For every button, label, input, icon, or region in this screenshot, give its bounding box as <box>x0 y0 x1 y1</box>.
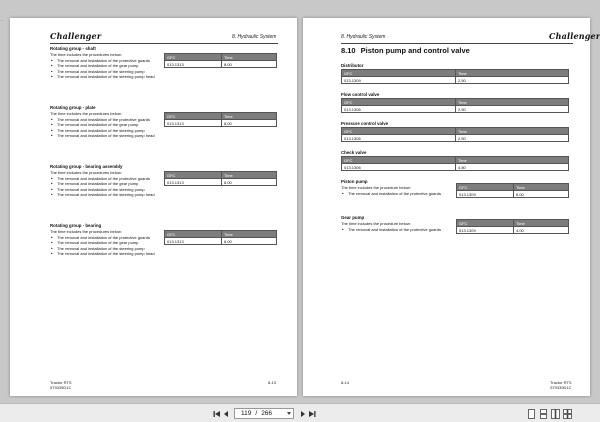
time-cell: 2.50 <box>456 77 569 84</box>
procedure-list <box>50 176 158 198</box>
list-item: • The removal and installation of the steering pump head <box>50 74 158 80</box>
total-pages: 266 <box>261 410 273 417</box>
section-title <box>341 46 575 55</box>
gfc-header: GFC <box>165 231 222 238</box>
gfc-time-table <box>456 219 569 234</box>
time-header: Time <box>456 99 569 106</box>
procedure-block <box>341 121 575 142</box>
block-description: The time includes the procedures below: <box>50 111 122 116</box>
chapter-header: 8. Hydraulic System <box>232 34 277 40</box>
block-title: Piston pump <box>341 179 368 184</box>
procedure-block <box>341 92 575 113</box>
list-item: • The removal and installation of the gear pump <box>50 240 158 246</box>
procedure-block <box>50 46 280 105</box>
gfc-cell: 013.1306 <box>342 164 456 171</box>
footer-page-number: 8-14 <box>341 380 350 385</box>
challenger-logo: Challenger <box>50 31 102 41</box>
block-title: Rotating group - shaft <box>50 46 96 51</box>
procedure-block <box>50 223 280 282</box>
side-mark: - <box>1 18 3 24</box>
time-header: Time <box>222 172 277 179</box>
time-cell: 2.50 <box>456 135 569 142</box>
block-description: The time includes the procedure below: <box>341 185 411 190</box>
two-page-continuous-icon[interactable] <box>563 408 572 419</box>
time-header: Time <box>222 113 277 120</box>
list-item: • The removal and installation of the steering pump head <box>50 133 158 139</box>
footer-model: Tractor RTS <box>50 380 72 385</box>
time-header: Time <box>456 70 569 77</box>
procedure-list <box>50 235 158 257</box>
procedure-block <box>341 179 575 215</box>
gfc-cell: 013.1313 <box>165 120 222 127</box>
footer-model: Tractor RTS <box>550 380 572 385</box>
block-title: Pressure control valve <box>341 121 389 126</box>
time-cell: 8.00 <box>222 61 277 68</box>
gfc-header: GFC <box>165 172 222 179</box>
first-page-icon[interactable] <box>212 408 221 419</box>
viewer-toolbar <box>0 403 600 422</box>
chevron-down-icon[interactable] <box>287 412 291 415</box>
section-number: 8.10 <box>341 46 356 55</box>
gfc-cell: 013.1313 <box>165 61 222 68</box>
procedure-list <box>341 227 449 233</box>
footer-document-info <box>50 380 72 390</box>
gfc-time-table <box>164 53 277 68</box>
list-item: • The removal and installation of the steering pump head <box>50 251 158 257</box>
gfc-cell: 013.1313 <box>165 238 222 245</box>
list-item: • The removal and installation of the protective guards <box>341 191 449 197</box>
list-item: • The removal and installation of the gear pump <box>50 63 158 69</box>
block-title: Rotating group - bearing assembly <box>50 164 123 169</box>
list-item: • The removal and installation of the steering pump head <box>50 192 158 198</box>
footer-doc-code: 579339D1C <box>550 385 572 390</box>
list-item: • The removal and installation of the protective guards <box>50 58 158 64</box>
block-title: Gear pump <box>341 215 365 220</box>
current-page: 119 <box>241 410 252 417</box>
gfc-cell: 013.1309 <box>457 227 514 234</box>
page-navigation <box>212 407 316 420</box>
procedure-list <box>50 58 158 80</box>
gfc-cell: 013.1309 <box>457 191 514 198</box>
gfc-header: GFC <box>342 157 456 164</box>
time-cell: 4.00 <box>514 227 569 234</box>
procedure-block <box>50 105 280 164</box>
list-item: • The removal and installation of the steering pump <box>50 187 158 193</box>
time-cell: 2.50 <box>456 106 569 113</box>
left-page-content <box>50 46 280 282</box>
gfc-cell: 013.1309 <box>342 77 456 84</box>
time-cell: 4.80 <box>456 164 569 171</box>
list-item: • The removal and installation of the protective guards <box>50 176 158 182</box>
page-separator: / <box>255 410 258 417</box>
gfc-time-table <box>164 230 277 245</box>
list-item: • The removal and installation of the protective guards <box>341 227 449 233</box>
left-page <box>10 18 297 396</box>
gfc-cell: 013.1306 <box>342 135 456 142</box>
footer-document-info <box>550 380 572 390</box>
time-cell: 8.00 <box>222 120 277 127</box>
list-item: • The removal and installation of the protective guards <box>50 235 158 241</box>
single-page-icon[interactable] <box>527 408 536 419</box>
list-item: • The removal and installation of the gear pump <box>50 122 158 128</box>
block-title: Rotating group - plate <box>50 105 96 110</box>
block-description: The time includes the procedures below: <box>50 52 122 57</box>
time-header: Time <box>456 157 569 164</box>
chapter-header: 8. Hydraulic System <box>341 34 386 40</box>
footer-page-number: 8-13 <box>268 380 277 385</box>
time-cell: 8.00 <box>222 238 277 245</box>
block-title: Flow control valve <box>341 92 380 97</box>
time-cell: 8.00 <box>222 179 277 186</box>
block-title: Rotating group - bearing <box>50 223 102 228</box>
time-header: Time <box>514 220 569 227</box>
time-header: Time <box>456 128 569 135</box>
section-name: Piston pump and control valve <box>360 46 470 55</box>
right-page <box>303 18 600 396</box>
prev-page-icon[interactable] <box>221 408 230 419</box>
gfc-header: GFC <box>342 70 456 77</box>
gfc-time-table <box>164 171 277 186</box>
gfc-header: GFC <box>457 220 514 227</box>
time-header: Time <box>514 184 569 191</box>
list-item: • The removal and installation of the steering pump <box>50 246 158 252</box>
list-item: • The removal and installation of the steering pump <box>50 69 158 75</box>
next-page-icon[interactable] <box>298 408 307 419</box>
gfc-time-table <box>164 112 277 127</box>
gfc-time-table <box>341 98 569 113</box>
block-title: Check valve <box>341 150 367 155</box>
gfc-time-table <box>341 69 569 84</box>
footer-doc-code: 579339D1C <box>50 385 72 390</box>
header-rule <box>50 43 278 44</box>
gfc-header: GFC <box>342 128 456 135</box>
gfc-time-table <box>341 156 569 171</box>
time-header: Time <box>222 231 277 238</box>
procedure-block <box>50 164 280 223</box>
time-header: Time <box>222 54 277 61</box>
procedure-block <box>341 150 575 171</box>
procedure-list <box>341 191 449 197</box>
gfc-time-table <box>341 127 569 142</box>
two-page-icon[interactable] <box>551 408 560 419</box>
gfc-header: GFC <box>165 54 222 61</box>
block-description: The time includes the procedures below: <box>50 229 122 234</box>
challenger-logo: Challenger <box>549 31 600 41</box>
gfc-cell: 013.1306 <box>342 106 456 113</box>
procedure-block <box>341 63 575 84</box>
page-number-input[interactable] <box>234 408 294 419</box>
gfc-header: GFC <box>457 184 514 191</box>
gfc-time-table <box>456 183 569 198</box>
block-description: The time includes the procedures below: <box>50 170 122 175</box>
gfc-header: GFC <box>342 99 456 106</box>
list-item: • The removal and installation of the gear pump <box>50 181 158 187</box>
header-rule <box>341 43 573 44</box>
procedure-block <box>341 215 575 251</box>
gfc-cell: 013.1313 <box>165 179 222 186</box>
time-cell: 6.00 <box>514 191 569 198</box>
gfc-header: GFC <box>165 113 222 120</box>
block-title: Distributor <box>341 63 364 68</box>
continuous-page-icon[interactable] <box>539 408 548 419</box>
procedure-list <box>50 117 158 139</box>
right-page-content <box>341 46 575 251</box>
list-item: • The removal and installation of the steering pump <box>50 128 158 134</box>
list-item: • The removal and installation of the protective guards <box>50 117 158 123</box>
view-mode-tools <box>527 408 575 419</box>
last-page-icon[interactable] <box>307 408 316 419</box>
block-description: The time includes the procedure below: <box>341 221 411 226</box>
